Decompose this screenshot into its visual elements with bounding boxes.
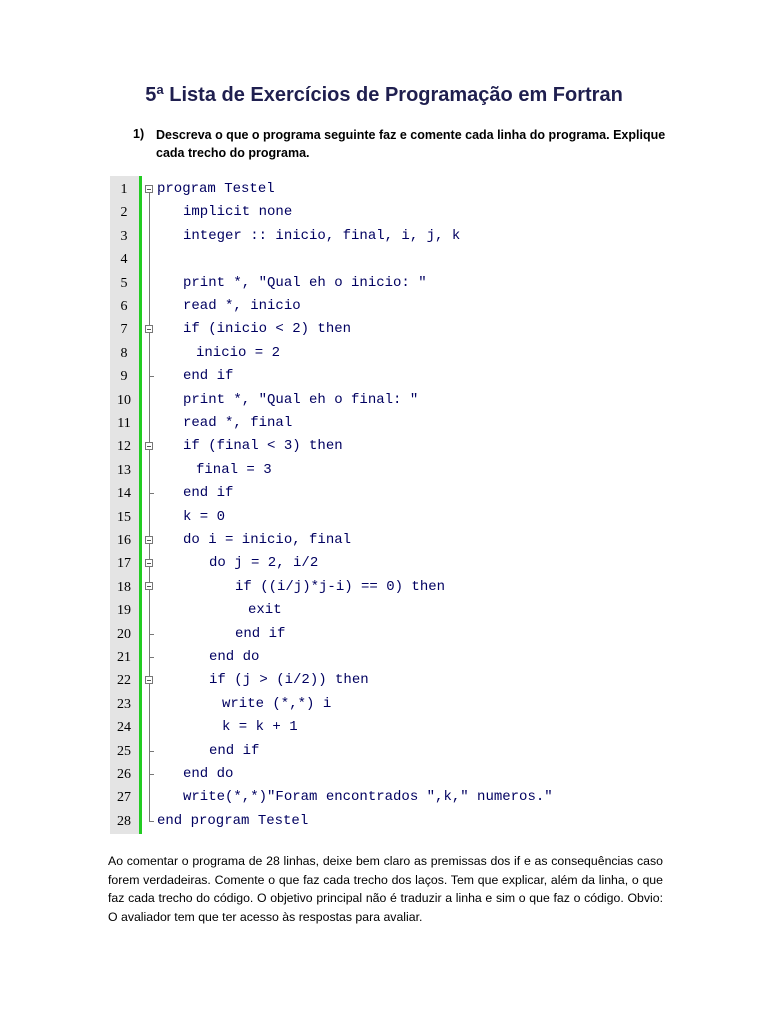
line-number: 9: [120, 369, 128, 384]
line-number: 27: [117, 790, 131, 805]
code-text: if (j > (i/2)) then: [209, 672, 369, 688]
code-text: k = 0: [183, 509, 226, 525]
code-line[interactable]: [110, 342, 475, 365]
line-number: 1: [120, 182, 128, 197]
code-text: inicio = 2: [196, 345, 281, 361]
code-text: implicit none: [183, 204, 293, 220]
code-line[interactable]: [110, 716, 475, 739]
code-line[interactable]: [110, 435, 475, 458]
code-text: end if: [183, 368, 234, 384]
line-number: 11: [117, 416, 131, 431]
code-text: read *, final: [183, 415, 293, 431]
line-number: 28: [117, 814, 131, 829]
code-text: write(*,*)"Foram encontrados ",k," numeros.": [183, 789, 553, 805]
line-number: 3: [120, 229, 128, 244]
question-text: Descreva o que o programa seguinte faz e comente cada linha do programa. Explique cada trecho do programa.: [156, 128, 666, 160]
line-number: 22: [117, 673, 131, 688]
code-text: print *, "Qual eh o final: ": [183, 392, 419, 408]
line-number: 13: [117, 463, 131, 478]
code-text: end if: [209, 743, 260, 759]
code-line[interactable]: [110, 248, 475, 271]
code-line[interactable]: [110, 225, 475, 248]
code-line[interactable]: [110, 482, 475, 505]
code-line[interactable]: [110, 389, 475, 412]
line-number: 4: [120, 252, 128, 267]
line-number: 12: [117, 439, 131, 454]
code-line[interactable]: [110, 365, 475, 388]
code-text: print *, "Qual eh o inicio: ": [183, 275, 427, 291]
code-text: end if: [183, 485, 234, 501]
code-text: do i = inicio, final: [183, 532, 352, 548]
code-text: end do: [209, 649, 260, 665]
code-line[interactable]: [110, 201, 475, 224]
code-text: end if: [235, 626, 286, 642]
code-text: do j = 2, i/2: [209, 555, 319, 571]
line-number: 20: [117, 627, 131, 642]
code-text: write (*,*) i: [222, 696, 332, 712]
line-number: 15: [117, 510, 131, 525]
code-text: k = k + 1: [222, 719, 298, 735]
code-text: end do: [183, 766, 234, 782]
code-text: if (inicio < 2) then: [183, 321, 352, 337]
line-number: 19: [117, 603, 131, 618]
line-number: 18: [117, 580, 131, 595]
code-text: end program Testel: [157, 813, 309, 829]
code-line[interactable]: [110, 693, 475, 716]
code-line[interactable]: [110, 529, 475, 552]
line-number: 16: [117, 533, 131, 548]
code-line[interactable]: [110, 506, 475, 529]
line-number: 7: [120, 322, 128, 337]
line-number: 24: [117, 720, 131, 735]
line-number: 25: [117, 744, 131, 759]
line-number: 17: [117, 556, 131, 571]
line-number: 2: [120, 205, 128, 220]
code-line[interactable]: [110, 459, 475, 482]
instructions-paragraph: Ao comentar o programa de 28 linhas, deixe bem claro as premissas dos if e as consequências caso forem verdadeiras. Comente o que faz cada trecho dos laços. Tem que explicar, além da linha, o que faz cada trecho do código. O objetivo principal não é traduzir a linha e sim o que faz o código. Obvio: O avaliador tem que ter acesso às respostas para avaliar.: [108, 854, 663, 924]
line-number: 14: [117, 486, 131, 501]
code-line[interactable]: [110, 412, 475, 435]
code-line[interactable]: [110, 669, 475, 692]
code-text: integer :: inicio, final, i, j, k: [183, 228, 461, 244]
question-number: 1): [133, 127, 145, 141]
code-line[interactable]: [110, 810, 475, 833]
code-line[interactable]: [110, 763, 475, 786]
line-number: 8: [120, 346, 128, 361]
code-text: exit: [248, 602, 282, 618]
line-number: 23: [117, 697, 131, 712]
code-line[interactable]: [110, 178, 475, 201]
code-text: if (final < 3) then: [183, 438, 343, 454]
code-line[interactable]: [110, 623, 475, 646]
code-line[interactable]: [110, 318, 475, 341]
line-number: 6: [120, 299, 128, 314]
code-line[interactable]: [110, 576, 475, 599]
code-line[interactable]: [110, 786, 553, 809]
code-line[interactable]: [110, 599, 475, 622]
code-line[interactable]: [110, 272, 475, 295]
code-text: if ((i/j)*j-i) == 0) then: [235, 579, 446, 595]
line-number: 5: [120, 276, 128, 291]
page-title: 5ª Lista de Exercícios de Programação em Fortran: [145, 84, 623, 106]
code-line[interactable]: [110, 740, 475, 763]
line-number: 10: [117, 393, 131, 408]
code-text: read *, inicio: [183, 298, 301, 314]
line-number: 26: [117, 767, 131, 782]
code-text: final = 3: [196, 462, 272, 478]
code-text: program Testel: [157, 181, 275, 197]
line-number: 21: [117, 650, 131, 665]
code-line[interactable]: [110, 552, 475, 575]
code-line[interactable]: [110, 646, 475, 669]
code-line[interactable]: [110, 295, 475, 318]
